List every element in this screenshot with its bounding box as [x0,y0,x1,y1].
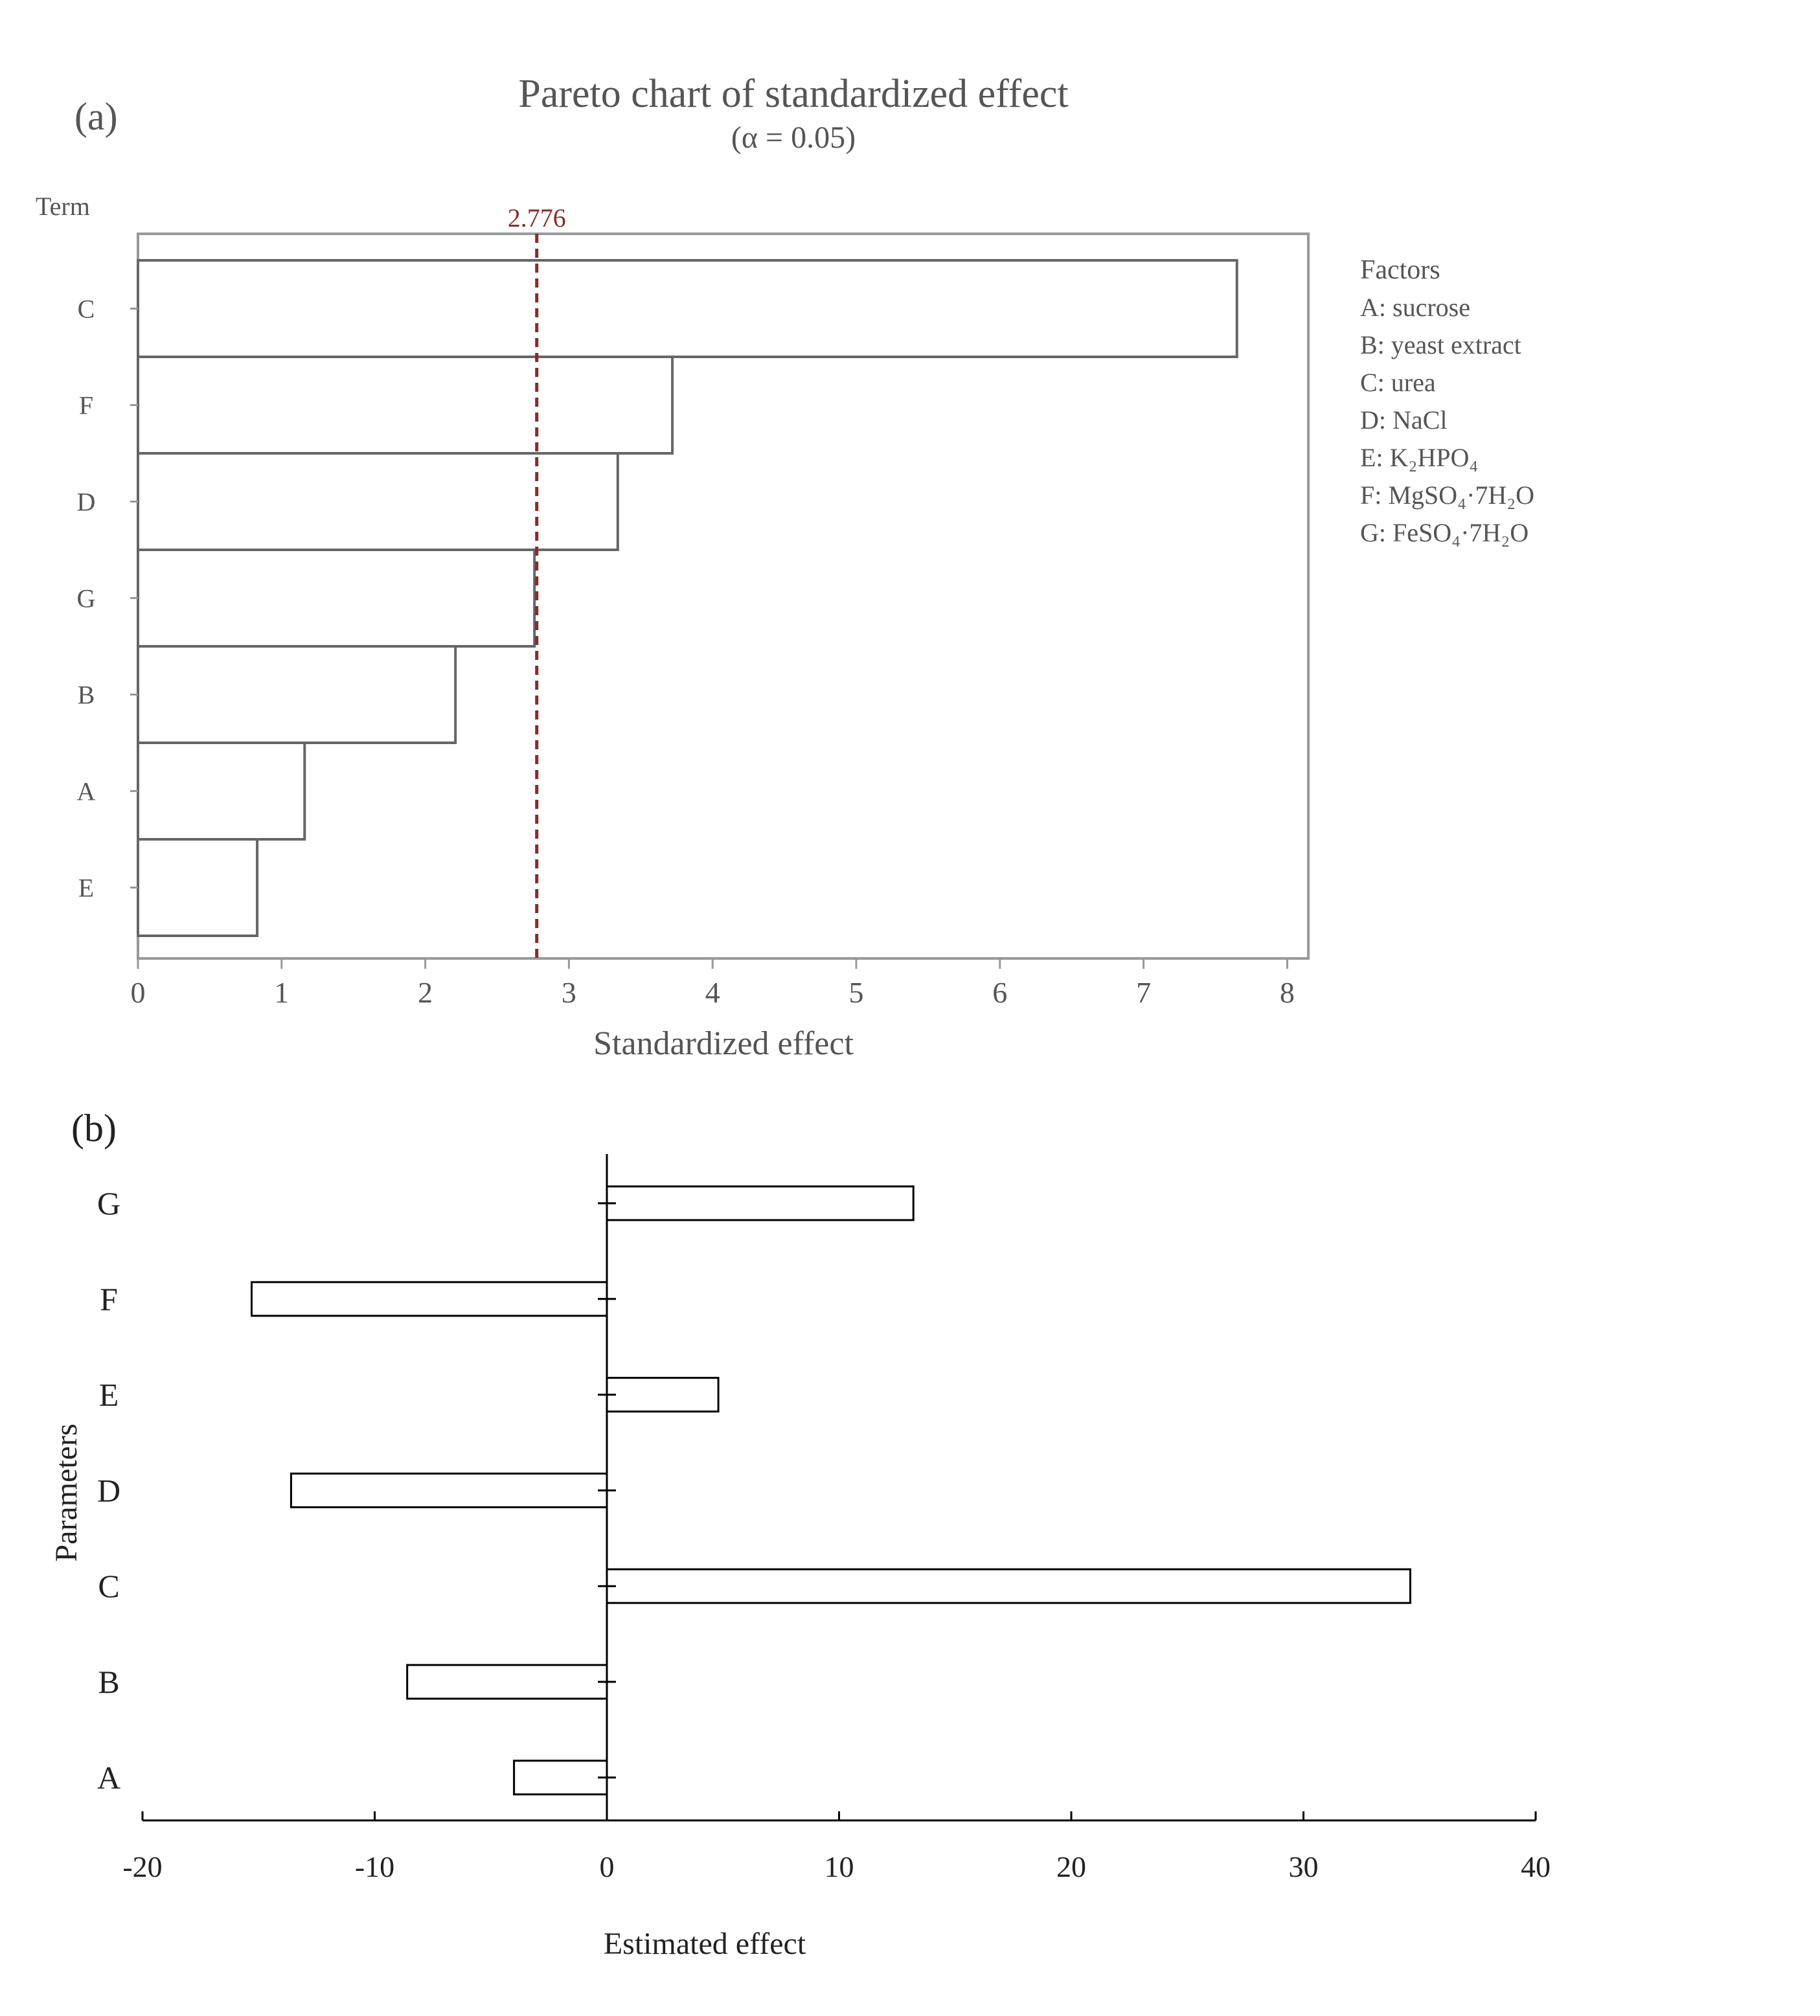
pareto-x-tick-label: 3 [561,976,576,1009]
estimated-effect-panel [49,1107,1551,1961]
pareto-chart-subtitle: (α = 0.05) [731,120,856,155]
effect-y-tick-label: C [98,1568,120,1605]
pareto-x-tick-label: 6 [992,976,1008,1009]
pareto-bars [138,260,1237,936]
legend-item-d: D: NaCl [1360,405,1448,435]
effect-bar-b [407,1665,607,1699]
factors-legend [1360,255,1534,547]
effect-bar-f [251,1282,607,1316]
effect-x-tick-label: 0 [599,1850,615,1883]
effect-bar-e [607,1378,718,1412]
pareto-bar-g [138,550,534,646]
effect-y-tick-label: A [97,1759,121,1796]
significance-threshold-label: 2.776 [507,203,566,232]
pareto-bar-c [138,260,1237,357]
effect-y-tick-label: G [97,1185,121,1221]
effect-y-tick-label: D [97,1472,121,1509]
pareto-x-axis-label: Standardized effect [593,1025,854,1062]
effect-bars [251,1186,1410,1795]
pareto-bar-f [138,357,672,453]
pareto-x-ticks [131,958,1295,1009]
legend-item-a: A: sucrose [1360,293,1470,322]
pareto-y-tick-label: F [78,391,94,420]
pareto-y-tick-label: A [76,776,96,806]
pareto-bar-d [138,453,618,550]
effect-bar-g [607,1186,913,1220]
effect-x-tick-label: 10 [824,1850,854,1883]
pareto-x-tick-label: 5 [848,976,864,1009]
effect-x-axis-label: Estimated effect [603,1927,806,1961]
effect-x-ticks [122,1811,1551,1883]
effect-bar-d [291,1473,607,1507]
effect-x-tick-label: 30 [1288,1850,1319,1883]
pareto-chart-title: Pareto chart of standardized effect [518,72,1069,116]
pareto-x-tick-label: 0 [130,976,146,1009]
legend-title: Factors [1360,255,1440,285]
pareto-bar-e [138,839,257,936]
pareto-y-ticks [77,295,138,903]
pareto-y-tick-label: D [76,487,96,517]
effect-bar-a [514,1761,607,1795]
pareto-y-axis-label: Term [36,192,90,221]
pareto-y-tick-label: C [77,294,95,324]
effect-x-tick-label: 40 [1521,1850,1551,1883]
effect-bar-c [607,1569,1410,1603]
pareto-x-tick-label: 7 [1136,976,1152,1009]
pareto-x-tick-label: 1 [274,976,290,1009]
pareto-bar-a [138,743,304,839]
legend-item-e: E: K₂HPO₄ [1360,443,1479,472]
effect-y-tick-label: B [98,1664,120,1700]
effect-y-axis-label: Parameters [49,1423,84,1562]
pareto-x-tick-label: 8 [1279,976,1295,1009]
panel-a-label: (a) [74,95,118,138]
pareto-y-tick-label: G [76,583,96,613]
pareto-x-tick-label: 4 [705,976,720,1009]
legend-item-f: F: MgSO₄·7H₂O [1360,481,1535,510]
pareto-y-tick-label: B [77,680,95,710]
legend-item-g: G: FeSO₄·7H₂O [1360,518,1529,547]
effect-y-tick-label: F [100,1280,118,1317]
effect-x-tick-label: -20 [122,1850,163,1883]
legend-item-b: B: yeast extract [1360,330,1521,359]
pareto-y-tick-label: E [78,873,95,903]
panel-b-label: (b) [71,1107,117,1150]
effect-y-tick-label: E [98,1376,119,1413]
pareto-chart-panel [36,72,1534,1062]
legend-item-c: C: urea [1360,368,1436,397]
effect-x-tick-label: -10 [354,1850,395,1883]
effect-x-tick-label: 20 [1056,1850,1086,1883]
pareto-bar-b [138,646,455,743]
pareto-x-tick-label: 2 [418,976,433,1009]
